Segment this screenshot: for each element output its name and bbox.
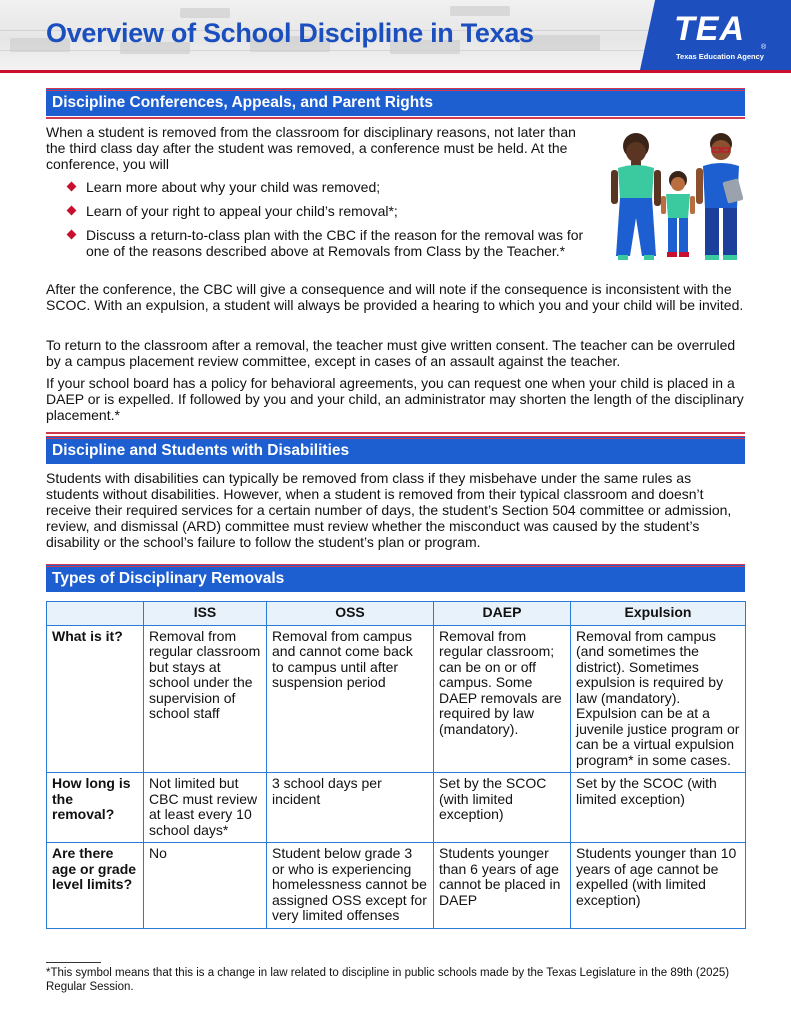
table-cell: Removal from regular classroom; can be on or off campus. Some DAEP removals are required by law (mandatory). (434, 625, 571, 773)
tea-logo-reg: ® (761, 44, 767, 51)
page-title: Overview of School Discipline in Texas (46, 18, 534, 48)
column-header (47, 602, 144, 626)
table-header-row (47, 602, 746, 626)
diamond-bullet-icon (67, 230, 77, 240)
row-header: What is it? (47, 625, 144, 773)
section-rule (46, 117, 745, 119)
tea-logo-subtitle: Texas Education Agency (676, 52, 764, 61)
table-row (47, 625, 746, 773)
conference-bullet-list (64, 179, 584, 267)
table-cell: Student below grade 3 or who is experiencing homelessness cannot be assigned OSS except for very limited offenses (267, 843, 434, 929)
table-cell: Set by the SCOC (with limited exception) (571, 773, 746, 843)
list-item: Learn more about why your child was removed; (64, 179, 584, 195)
section-heading-conferences (46, 88, 745, 116)
intro-paragraph: When a student is removed from the classroom for disciplinary reasons, not later than the third class day after the student was removed, a conference must be held. At the conference, you will (46, 124, 576, 172)
footnote-rule (46, 962, 101, 963)
section-rule (46, 432, 745, 434)
table-row (47, 773, 746, 843)
section-heading-text: Discipline Conferences, Appeals, and Parent Rights (52, 94, 433, 111)
column-header-daep: DAEP (434, 602, 571, 626)
table-cell: Set by the SCOC (with limited exception) (434, 773, 571, 843)
column-header-expulsion: Expulsion (571, 602, 746, 626)
section-heading-text: Discipline and Students with Disabilities (52, 442, 350, 459)
diamond-bullet-icon (67, 182, 77, 192)
list-item: Discuss a return-to-class plan with the CBC if the reason for the removal was for one of the reasons described above at Removals from Class by the Teacher.* (64, 227, 584, 259)
row-header: Are there age or grade level limits? (47, 843, 144, 929)
family-illustration (606, 128, 752, 264)
consequence-paragraph: After the conference, the CBC will give a consequence and will note if the consequence is inconsistent with the SCOC. With an expulsion, a student will always be provided a hearing to which you and your child will be invited. (46, 281, 744, 313)
footnote: *This symbol means that this is a change in law related to discipline in public schools made by the Texas Legislature in the 89th (2025) Regular Session. (46, 967, 730, 993)
removals-table (46, 601, 746, 929)
list-item: Learn of your right to appeal your child’s removal*; (64, 203, 584, 219)
column-header-iss: ISS (144, 602, 267, 626)
section-heading-text: Types of Disciplinary Removals (52, 570, 285, 587)
table-cell: Removal from campus (and sometimes the district). Sometimes expulsion is required by law (mandatory). Expulsion can be at a juvenile justice program or can be a virtual expulsion program* in some cases. (571, 625, 746, 773)
table-cell: Not limited but CBC must review at least every 10 school days* (144, 773, 267, 843)
diamond-bullet-icon (67, 206, 77, 216)
return-paragraph: To return to the classroom after a removal, the teacher must give written consent. The teacher can be overruled by a campus placement review committee, except in cases of an assault against the teacher. (46, 337, 736, 369)
column-header-oss: OSS (267, 602, 434, 626)
row-header: How long is the removal? (47, 773, 144, 843)
section-heading-disabilities (46, 436, 745, 464)
table-cell: Students younger than 10 years of age cannot be expelled (with limited exception) (571, 843, 746, 929)
table-cell: Students younger than 6 years of age cannot be placed in DAEP (434, 843, 571, 929)
header-rule (0, 70, 791, 73)
table-row (47, 843, 746, 929)
section-heading-removals (46, 564, 745, 592)
tea-logo: TEA (674, 10, 745, 48)
agreements-paragraph: If your school board has a policy for behavioral agreements, you can request one when your child is placed in a DAEP or is expelled. If followed by you and your child, an administrator may shorten the length of the disciplinary placement.* (46, 375, 744, 423)
table-cell: 3 school days per incident (267, 773, 434, 843)
disabilities-paragraph: Students with disabilities can typically be removed from class if they misbehave under the same rules as students without disabilities. However, when a student is removed from their typical classroom and doesn’t receive their required services for a certain number of days, the student’s Section 504 committee or admission, review, and dismissal (ARD) committee must review whether the misconduct was caused by the student’s disability or the school’s failure to follow the student’s plan or program. (46, 470, 732, 550)
table-cell: Removal from regular classroom but stays at school under the supervision of school staff (144, 625, 267, 773)
table-cell: Removal from campus and cannot come back to campus until after suspension period (267, 625, 434, 773)
table-cell: No (144, 843, 267, 929)
